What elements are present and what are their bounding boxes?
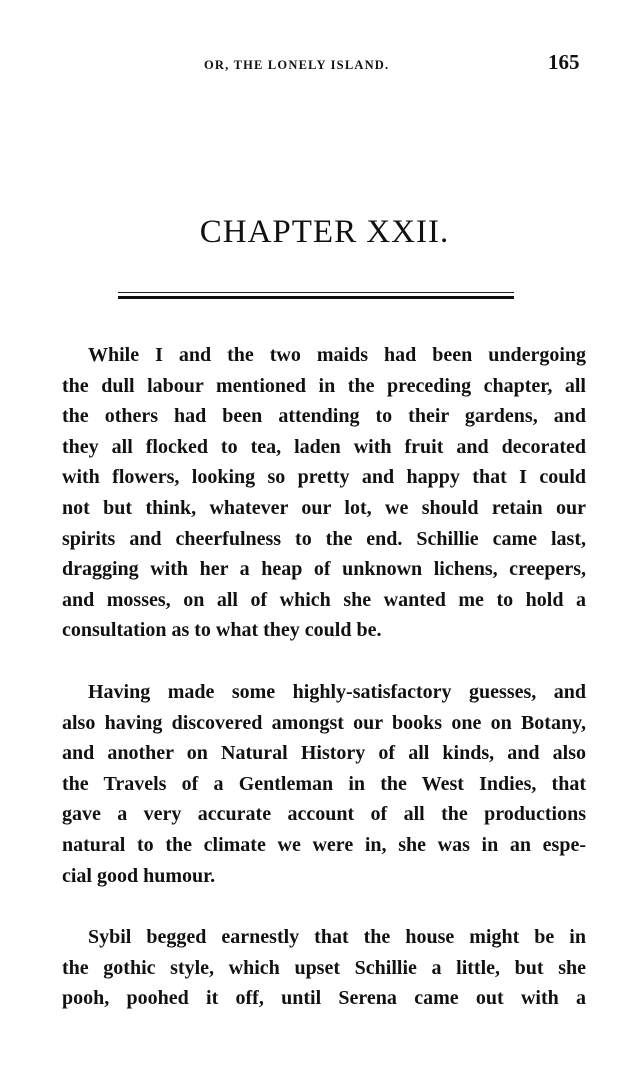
chapter-title-rule	[118, 292, 514, 299]
text-line: consultation as to what they could be.	[62, 619, 382, 642]
text-line: the dull labour mentioned in the preceding chapter, all	[62, 374, 586, 397]
paragraph-1	[62, 340, 586, 646]
text-line: and another on Natural History of all kinds, and also	[62, 742, 586, 765]
running-head: OR, THE LONELY ISLAND.	[204, 58, 390, 72]
text-line: cial good humour.	[62, 864, 216, 887]
text-line: gave a very accurate account of all the productions	[62, 803, 586, 826]
text-line: with flowers, looking so pretty and happy that I could	[62, 466, 586, 489]
paragraph-2	[62, 677, 586, 891]
text-line: Having made some highly-satisfactory guesses, and	[88, 681, 586, 703]
text-line: spirits and cheerfulness to the end. Schillie came last,	[62, 527, 586, 550]
text-line: the Travels of a Gentleman in the West Indies, that	[62, 772, 586, 795]
text-line: natural to the climate we were in, she was in an espe-	[62, 833, 586, 856]
chapter-title: CHAPTER XXII.	[199, 214, 450, 250]
text-line: pooh, poohed it off, until Serena came out with a	[62, 987, 586, 1010]
paragraph-3	[62, 922, 586, 1014]
text-line: Sybil begged earnestly that the house might be in	[88, 926, 586, 948]
text-line: the others had been attending to their gardens, and	[62, 405, 586, 428]
text-line: and mosses, on all of which she wanted me to hold a	[62, 588, 586, 611]
text-line: not but think, whatever our lot, we should retain our	[62, 496, 586, 519]
rule-thick-line	[118, 296, 514, 299]
text-line: also having discovered amongst our books one on Botany,	[62, 711, 586, 734]
rule-thin-line	[118, 292, 514, 293]
text-line: the gothic style, which upset Schillie a little, but she	[62, 956, 586, 979]
text-line: dragging with her a heap of unknown lichens, creepers,	[62, 558, 586, 581]
page-number: 165	[548, 50, 580, 74]
text-line: While I and the two maids had been undergoing	[88, 344, 586, 366]
text-line: they all flocked to tea, laden with fruit and decorated	[62, 435, 586, 458]
